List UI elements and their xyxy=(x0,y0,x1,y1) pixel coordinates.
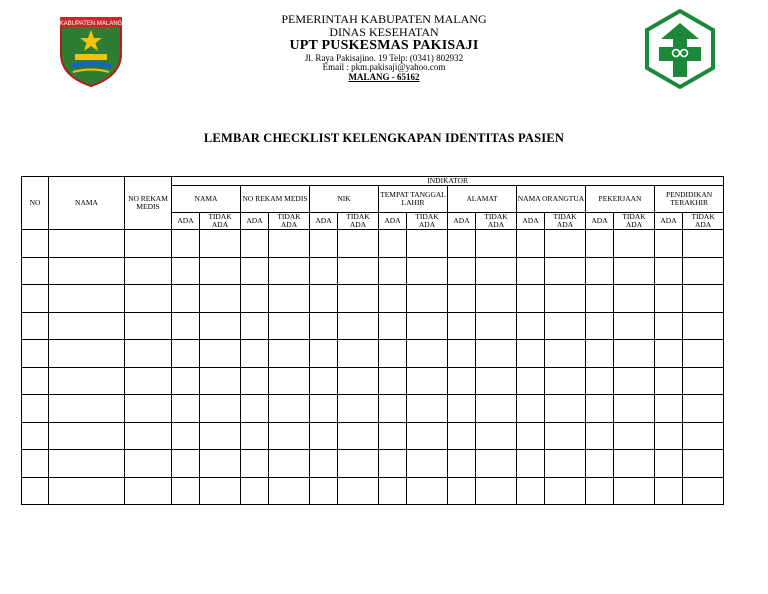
table-cell[interactable] xyxy=(241,395,269,423)
table-cell[interactable] xyxy=(448,422,476,450)
table-cell[interactable] xyxy=(614,312,655,340)
table-cell[interactable] xyxy=(379,230,407,258)
table-cell[interactable] xyxy=(125,230,172,258)
table-cell[interactable] xyxy=(241,230,269,258)
sub-header-tidak-ada: TIDAK ADA xyxy=(476,213,517,230)
table-cell[interactable] xyxy=(22,450,49,478)
table-cell[interactable] xyxy=(22,367,49,395)
sub-header-ada: ADA xyxy=(655,213,683,230)
group-header: NIK xyxy=(310,186,379,213)
table-cell[interactable] xyxy=(269,257,310,285)
table-cell[interactable] xyxy=(200,340,241,368)
table-cell[interactable] xyxy=(22,422,49,450)
table-cell[interactable] xyxy=(241,450,269,478)
table-cell[interactable] xyxy=(379,477,407,505)
table-cell[interactable] xyxy=(655,257,683,285)
table-cell[interactable] xyxy=(545,285,586,313)
table-cell[interactable] xyxy=(310,422,338,450)
sub-header-ada: ADA xyxy=(172,213,200,230)
table-cell[interactable] xyxy=(200,367,241,395)
sub-header-ada: ADA xyxy=(586,213,614,230)
table-cell[interactable] xyxy=(49,450,125,478)
table-cell[interactable] xyxy=(379,450,407,478)
table-cell[interactable] xyxy=(338,312,379,340)
city-line: MALANG - 65162 xyxy=(348,71,420,82)
kabupaten-malang-logo xyxy=(57,14,125,88)
table-cell[interactable] xyxy=(448,367,476,395)
table-cell[interactable] xyxy=(614,367,655,395)
table-cell[interactable] xyxy=(269,367,310,395)
table-cell[interactable] xyxy=(49,422,125,450)
table-row xyxy=(22,450,724,478)
table-cell[interactable] xyxy=(379,422,407,450)
table-cell[interactable] xyxy=(448,395,476,423)
table-cell[interactable] xyxy=(545,257,586,285)
table-cell[interactable] xyxy=(476,285,517,313)
sub-header-ada: ADA xyxy=(379,213,407,230)
table-cell[interactable] xyxy=(655,450,683,478)
sub-header-tidak-ada: TIDAK ADA xyxy=(545,213,586,230)
table-cell[interactable] xyxy=(241,477,269,505)
table-cell[interactable] xyxy=(586,422,614,450)
table-cell[interactable] xyxy=(683,477,724,505)
table-cell[interactable] xyxy=(407,340,448,368)
table-cell[interactable] xyxy=(476,395,517,423)
table-cell[interactable] xyxy=(125,285,172,313)
table-cell[interactable] xyxy=(241,312,269,340)
table-cell[interactable] xyxy=(310,395,338,423)
table-row xyxy=(22,285,724,313)
table-cell[interactable] xyxy=(338,367,379,395)
table-cell[interactable] xyxy=(310,312,338,340)
table-cell[interactable] xyxy=(517,422,545,450)
table-cell[interactable] xyxy=(269,477,310,505)
table-cell[interactable] xyxy=(517,450,545,478)
table-cell[interactable] xyxy=(407,395,448,423)
sub-header-ada: ADA xyxy=(310,213,338,230)
table-cell[interactable] xyxy=(338,477,379,505)
table-cell[interactable] xyxy=(125,422,172,450)
table-cell[interactable] xyxy=(407,230,448,258)
table-cell[interactable] xyxy=(407,285,448,313)
checklist-table xyxy=(21,176,724,505)
table-cell[interactable] xyxy=(200,450,241,478)
table-cell[interactable] xyxy=(172,422,200,450)
table-cell[interactable] xyxy=(172,230,200,258)
table-cell[interactable] xyxy=(200,257,241,285)
col-nama-header: NAMA xyxy=(49,177,125,230)
group-header: NAMA ORANGTUA xyxy=(517,186,586,213)
table-cell[interactable] xyxy=(655,367,683,395)
table-cell[interactable] xyxy=(545,395,586,423)
table-cell[interactable] xyxy=(49,395,125,423)
table-cell[interactable] xyxy=(517,257,545,285)
table-cell[interactable] xyxy=(683,395,724,423)
col-no-header: NO xyxy=(22,177,49,230)
table-cell[interactable] xyxy=(49,367,125,395)
table-cell[interactable] xyxy=(125,312,172,340)
table-cell[interactable] xyxy=(448,285,476,313)
table-cell[interactable] xyxy=(172,285,200,313)
document-title: LEMBAR CHECKLIST KELENGKAPAN IDENTITAS PASIEN xyxy=(203,131,565,145)
table-cell[interactable] xyxy=(241,422,269,450)
table-cell[interactable] xyxy=(614,257,655,285)
sub-header-tidak-ada: TIDAK ADA xyxy=(200,213,241,230)
table-row xyxy=(22,477,724,505)
table-cell[interactable] xyxy=(586,395,614,423)
sub-header-tidak-ada: TIDAK ADA xyxy=(338,213,379,230)
table-cell[interactable] xyxy=(655,395,683,423)
table-cell[interactable] xyxy=(49,257,125,285)
table-cell[interactable] xyxy=(517,340,545,368)
table-row xyxy=(22,312,724,340)
indikator-header: INDIKATOR xyxy=(172,177,724,186)
table-cell[interactable] xyxy=(586,285,614,313)
table-cell[interactable] xyxy=(407,367,448,395)
table-cell[interactable] xyxy=(407,257,448,285)
government-name: PEMERINTAH KABUPATEN MALANG xyxy=(281,12,487,26)
table-cell[interactable] xyxy=(545,312,586,340)
table-cell[interactable] xyxy=(172,395,200,423)
table-cell[interactable] xyxy=(338,285,379,313)
table-cell[interactable] xyxy=(22,312,49,340)
table-cell[interactable] xyxy=(172,257,200,285)
table-cell[interactable] xyxy=(241,367,269,395)
table-cell[interactable] xyxy=(586,367,614,395)
table-cell[interactable] xyxy=(379,285,407,313)
table-cell[interactable] xyxy=(49,230,125,258)
table-cell[interactable] xyxy=(683,285,724,313)
table-cell[interactable] xyxy=(172,367,200,395)
table-cell[interactable] xyxy=(586,450,614,478)
table-cell[interactable] xyxy=(586,312,614,340)
table-cell[interactable] xyxy=(545,422,586,450)
table-cell[interactable] xyxy=(241,257,269,285)
table-cell[interactable] xyxy=(379,257,407,285)
table-cell[interactable] xyxy=(683,340,724,368)
table-cell[interactable] xyxy=(545,230,586,258)
table-cell[interactable] xyxy=(338,422,379,450)
table-cell[interactable] xyxy=(586,230,614,258)
table-row xyxy=(22,340,724,368)
table-cell[interactable] xyxy=(379,367,407,395)
table-cell[interactable] xyxy=(338,230,379,258)
table-row xyxy=(22,257,724,285)
table-cell[interactable] xyxy=(476,367,517,395)
table-cell[interactable] xyxy=(586,340,614,368)
table-cell[interactable] xyxy=(22,257,49,285)
table-cell[interactable] xyxy=(683,312,724,340)
email-line: Email : pkm.pakisaji@yahoo.com xyxy=(322,62,446,73)
group-header: TEMPAT TANGGAL LAHIR xyxy=(379,186,448,213)
sub-header-ada: ADA xyxy=(241,213,269,230)
table-row xyxy=(22,367,724,395)
group-header: ALAMAT xyxy=(448,186,517,213)
table-cell[interactable] xyxy=(269,340,310,368)
table-cell[interactable] xyxy=(517,312,545,340)
table-cell[interactable] xyxy=(49,477,125,505)
table-cell[interactable] xyxy=(545,450,586,478)
table-cell[interactable] xyxy=(407,312,448,340)
table-cell[interactable] xyxy=(379,340,407,368)
table-cell[interactable] xyxy=(448,450,476,478)
puskesmas-logo-icon xyxy=(645,9,715,89)
table-cell[interactable] xyxy=(125,395,172,423)
table-cell[interactable] xyxy=(655,285,683,313)
table-cell[interactable] xyxy=(407,450,448,478)
table-cell[interactable] xyxy=(476,422,517,450)
table-cell[interactable] xyxy=(49,340,125,368)
table-cell[interactable] xyxy=(476,450,517,478)
table-cell[interactable] xyxy=(655,477,683,505)
table-cell[interactable] xyxy=(476,340,517,368)
table-cell[interactable] xyxy=(338,395,379,423)
table-cell[interactable] xyxy=(517,230,545,258)
institution-title: UPT PUSKESMAS PAKISAJI xyxy=(289,38,479,54)
table-cell[interactable] xyxy=(683,230,724,258)
table-cell[interactable] xyxy=(241,340,269,368)
table-cell[interactable] xyxy=(586,257,614,285)
table-cell[interactable] xyxy=(448,340,476,368)
table-cell[interactable] xyxy=(379,395,407,423)
table-cell[interactable] xyxy=(407,422,448,450)
table-cell[interactable] xyxy=(269,285,310,313)
table-cell[interactable] xyxy=(614,230,655,258)
table-cell[interactable] xyxy=(269,312,310,340)
sub-header-ada: ADA xyxy=(517,213,545,230)
table-cell[interactable] xyxy=(655,340,683,368)
table-cell[interactable] xyxy=(517,367,545,395)
table-cell[interactable] xyxy=(22,340,49,368)
sub-header-tidak-ada: TIDAK ADA xyxy=(614,213,655,230)
table-cell[interactable] xyxy=(655,422,683,450)
table-cell[interactable] xyxy=(200,230,241,258)
table-cell[interactable] xyxy=(22,230,49,258)
table-cell[interactable] xyxy=(200,312,241,340)
table-cell[interactable] xyxy=(545,367,586,395)
table-cell[interactable] xyxy=(310,450,338,478)
table-cell[interactable] xyxy=(655,230,683,258)
table-cell[interactable] xyxy=(172,312,200,340)
table-cell[interactable] xyxy=(338,450,379,478)
table-cell[interactable] xyxy=(22,395,49,423)
table-cell[interactable] xyxy=(310,285,338,313)
table-cell[interactable] xyxy=(683,367,724,395)
table-cell[interactable] xyxy=(338,257,379,285)
table-cell[interactable] xyxy=(448,230,476,258)
table-cell[interactable] xyxy=(517,395,545,423)
department-name: DINAS KESEHATAN xyxy=(329,24,439,39)
table-cell[interactable] xyxy=(269,230,310,258)
table-row xyxy=(22,422,724,450)
table-row xyxy=(22,230,724,258)
table-cell[interactable] xyxy=(448,477,476,505)
table-cell[interactable] xyxy=(683,450,724,478)
table-cell[interactable] xyxy=(655,312,683,340)
table-cell[interactable] xyxy=(310,477,338,505)
table-cell[interactable] xyxy=(125,340,172,368)
sub-header-tidak-ada: TIDAK ADA xyxy=(683,213,724,230)
table-cell[interactable] xyxy=(614,340,655,368)
table-cell[interactable] xyxy=(49,285,125,313)
table-cell[interactable] xyxy=(200,477,241,505)
sub-header-ada: ADA xyxy=(448,213,476,230)
table-cell[interactable] xyxy=(545,477,586,505)
col-rekam-medis-header: NO REKAM MEDIS xyxy=(125,177,172,230)
table-cell[interactable] xyxy=(125,477,172,505)
table-cell[interactable] xyxy=(407,477,448,505)
table-cell[interactable] xyxy=(476,312,517,340)
group-header: NO REKAM MEDIS xyxy=(241,186,310,213)
table-cell[interactable] xyxy=(200,395,241,423)
group-header: NAMA xyxy=(172,186,241,213)
table-cell[interactable] xyxy=(310,340,338,368)
table-cell[interactable] xyxy=(200,285,241,313)
table-cell[interactable] xyxy=(125,257,172,285)
table-cell[interactable] xyxy=(614,477,655,505)
table-cell[interactable] xyxy=(448,257,476,285)
table-cell[interactable] xyxy=(200,422,241,450)
table-cell[interactable] xyxy=(125,450,172,478)
table-cell[interactable] xyxy=(614,285,655,313)
table-cell[interactable] xyxy=(269,422,310,450)
table-cell[interactable] xyxy=(338,340,379,368)
table-cell[interactable] xyxy=(49,312,125,340)
table-cell[interactable] xyxy=(310,367,338,395)
table-cell[interactable] xyxy=(683,422,724,450)
table-cell[interactable] xyxy=(269,395,310,423)
group-header: PENDIDIKAN TERAKHIR xyxy=(655,186,724,213)
table-cell[interactable] xyxy=(310,230,338,258)
table-cell[interactable] xyxy=(545,340,586,368)
table-cell[interactable] xyxy=(614,450,655,478)
table-cell[interactable] xyxy=(476,257,517,285)
table-cell[interactable] xyxy=(172,477,200,505)
table-cell[interactable] xyxy=(517,285,545,313)
table-cell[interactable] xyxy=(517,477,545,505)
address-line: Jl. Raya Pakisajino. 19 Telp: (0341) 802932 xyxy=(304,52,464,63)
table-cell[interactable] xyxy=(310,257,338,285)
table-cell[interactable] xyxy=(22,285,49,313)
table-cell[interactable] xyxy=(269,450,310,478)
table-cell[interactable] xyxy=(379,312,407,340)
table-cell[interactable] xyxy=(448,312,476,340)
table-cell[interactable] xyxy=(241,285,269,313)
table-cell[interactable] xyxy=(586,477,614,505)
table-cell[interactable] xyxy=(614,395,655,423)
sub-header-tidak-ada: TIDAK ADA xyxy=(407,213,448,230)
table-cell[interactable] xyxy=(476,230,517,258)
logo-banner-text: KABUPATEN MALANG xyxy=(59,21,123,27)
table-cell[interactable] xyxy=(614,422,655,450)
table-row xyxy=(22,395,724,423)
letterhead xyxy=(250,13,518,82)
table-cell[interactable] xyxy=(683,257,724,285)
table-cell[interactable] xyxy=(22,477,49,505)
table-cell[interactable] xyxy=(476,477,517,505)
table-cell[interactable] xyxy=(172,340,200,368)
table-cell[interactable] xyxy=(125,367,172,395)
sub-header-tidak-ada: TIDAK ADA xyxy=(269,213,310,230)
table-cell[interactable] xyxy=(172,450,200,478)
group-header: PEKERJAAN xyxy=(586,186,655,213)
